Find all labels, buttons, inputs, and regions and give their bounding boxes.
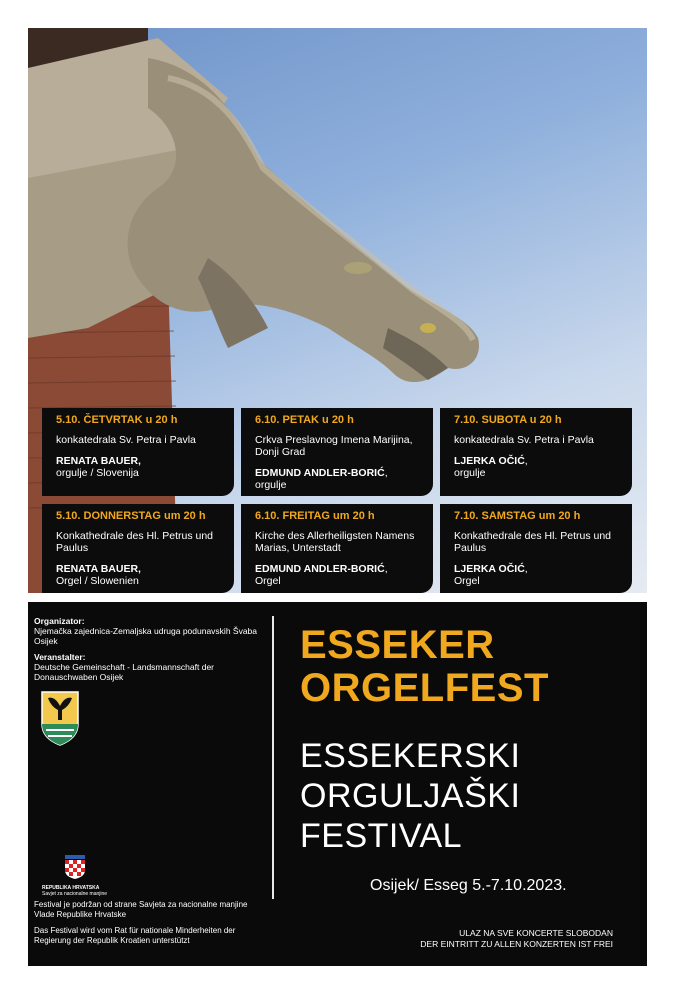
concert-artist: EDMUND ANDLER-BORIĆ bbox=[255, 467, 385, 479]
artist-comma: , bbox=[524, 455, 528, 467]
place-and-date: Osijek/ Esseg 5.-7.10.2023. bbox=[370, 877, 567, 894]
concert-venue: konkatedrala Sv. Petra i Pavla bbox=[56, 434, 196, 446]
concert-role: Orgel bbox=[454, 575, 480, 587]
title-de-line2: ORGELFEST bbox=[300, 666, 549, 710]
concert-card-hr-3 bbox=[440, 408, 632, 496]
organizer-text: Njemačka zajednica-Zemaljska udruga podunavskih Švaba Osijek bbox=[34, 626, 258, 646]
concert-date: 6.10. PETAK u 20 h bbox=[255, 414, 354, 426]
concert-artist: EDMUND ANDLER-BORIĆ bbox=[255, 563, 385, 575]
concert-role: orgulje bbox=[255, 479, 287, 491]
concert-card-hr-2 bbox=[241, 408, 433, 496]
concert-artist: RENATA BAUER, bbox=[56, 455, 141, 467]
veranstalter-text: Deutsche Gemeinschaft - Landsmannschaft der Donauschwaben Osijek bbox=[34, 662, 215, 682]
support-text-de: Das Festival wird vom Rat für nationale Minderheiten der Regierung der Republik Kroatien unterstützt bbox=[34, 926, 236, 945]
concert-venue: Konkathedrale des Hl. Petrus und Paulus bbox=[454, 530, 612, 554]
concert-date: 5.10. DONNERSTAG um 20 h bbox=[56, 510, 206, 522]
concert-role: Orgel / Slowenien bbox=[56, 575, 139, 587]
concert-date: 7.10. SAMSTAG um 20 h bbox=[454, 510, 581, 522]
republic-logo-line2: Savjet za nacionalne manjine bbox=[42, 891, 108, 897]
concert-role: orgulje / Slovenija bbox=[56, 467, 139, 479]
organizer-label: Organizator: bbox=[34, 616, 85, 626]
osijek-coat-of-arms-icon bbox=[40, 690, 80, 746]
concert-venue: Kirche des Allerheiligsten Namens Marias, Unterstadt bbox=[255, 530, 415, 554]
festival-title-hr bbox=[300, 736, 520, 856]
title-hr-line2: ORGULJAŠKI bbox=[300, 777, 521, 815]
concert-card-de-3 bbox=[440, 504, 632, 593]
organizers-block bbox=[34, 616, 264, 748]
artist-comma: , bbox=[524, 563, 528, 575]
concert-role: orgulje bbox=[454, 467, 486, 479]
concert-date: 7.10. SUBOTA u 20 h bbox=[454, 414, 562, 426]
republic-logo bbox=[42, 854, 142, 897]
croatian-coat-of-arms-icon bbox=[64, 854, 86, 880]
title-de-line1: ESSEKER bbox=[300, 623, 495, 667]
concert-artist: RENATA BAUER, bbox=[56, 563, 141, 575]
vertical-divider bbox=[272, 616, 274, 899]
concert-artist: LJERKA OČIĆ bbox=[454, 563, 525, 575]
artist-comma: , bbox=[384, 467, 388, 479]
concert-venue: Konkathedrale des Hl. Petrus und Paulus bbox=[56, 530, 214, 554]
free-entry-notice bbox=[420, 928, 613, 950]
republic-logo-line1: REPUBLIKA HRVATSKA bbox=[42, 885, 100, 891]
concert-artist: LJERKA OČIĆ bbox=[454, 455, 525, 467]
title-hr-line1: ESSEKERSKI bbox=[300, 737, 521, 775]
concert-card-de-2 bbox=[241, 504, 433, 593]
veranstalter-label: Veranstalter: bbox=[34, 652, 86, 662]
concert-date: 5.10. ČETVRTAK u 20 h bbox=[56, 414, 178, 426]
concert-venue: konkatedrala Sv. Petra i Pavla bbox=[454, 434, 594, 446]
concert-role: Orgel bbox=[255, 575, 281, 587]
info-panel bbox=[28, 602, 647, 966]
concert-venue: Crkva Preslavnog Imena Marijina, Donji Grad bbox=[255, 434, 413, 458]
support-notes bbox=[34, 900, 254, 946]
title-hr-line3: FESTIVAL bbox=[300, 817, 463, 855]
artist-comma: , bbox=[384, 563, 388, 575]
concert-date: 6.10. FREITAG um 20 h bbox=[255, 510, 375, 522]
concert-card-hr-1 bbox=[42, 408, 234, 496]
free-entry-hr: ULAZ NA SVE KONCERTE SLOBODAN bbox=[459, 928, 613, 938]
free-entry-de: DER EINTRITT ZU ALLEN KONZERTEN IST FREI bbox=[420, 939, 613, 949]
concert-card-de-1 bbox=[42, 504, 234, 593]
support-text-hr: Festival je podržan od strane Savjeta za nacionalne manjine Vlade Republike Hrvatske bbox=[34, 900, 248, 919]
festival-title-de bbox=[300, 624, 549, 710]
